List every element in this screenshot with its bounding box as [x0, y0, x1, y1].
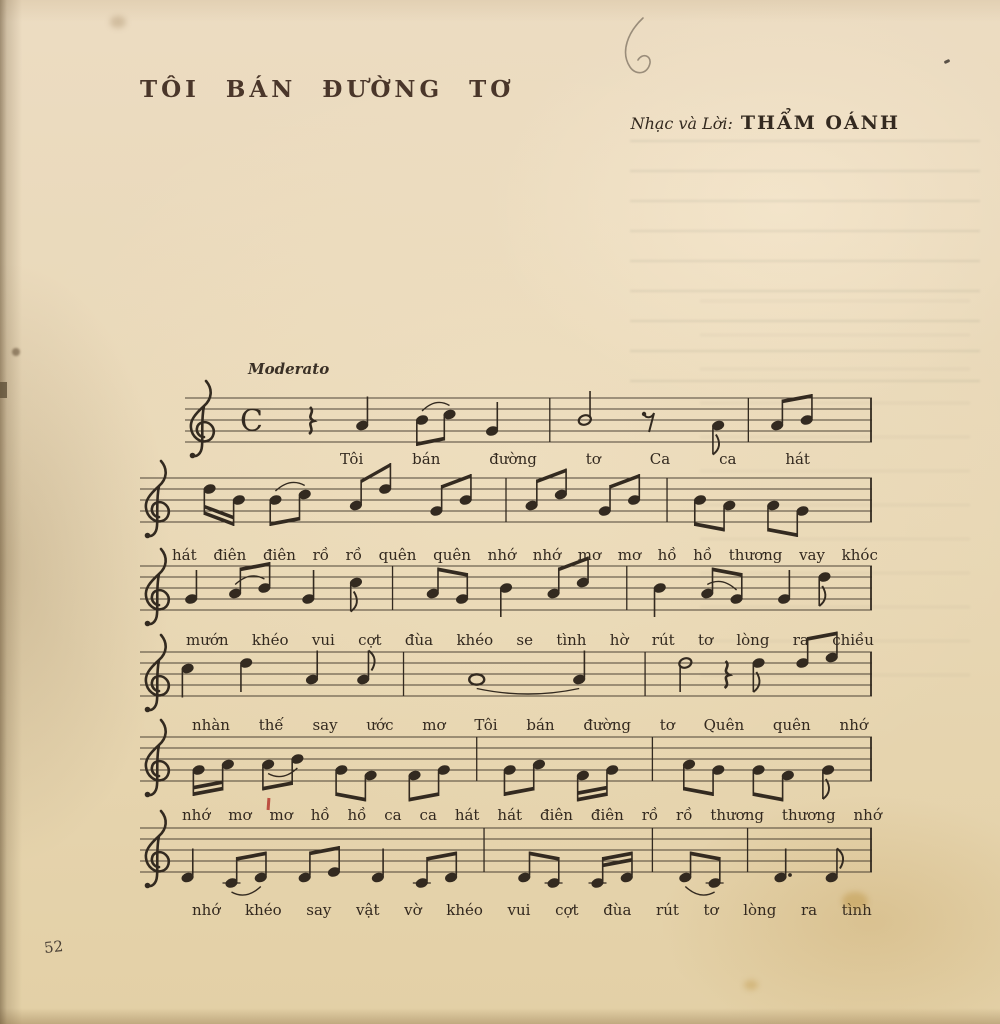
lyric-word: điên [262, 546, 296, 564]
ink-speck [944, 59, 951, 64]
beam [695, 522, 724, 531]
lyrics-line-5 [182, 806, 882, 824]
page-number: 52 [43, 937, 64, 957]
lyric-word: ca [384, 806, 402, 824]
music-note [524, 480, 539, 512]
paper-stain [110, 16, 126, 28]
music-note [180, 849, 195, 884]
lyric-word: tơ [659, 716, 675, 734]
lyric-word: đùa [603, 901, 632, 919]
lyric-word: Ca [649, 450, 671, 468]
lyric-word: vui [311, 631, 335, 649]
lyric-word: mơ [269, 806, 293, 824]
lyric-word: tơ [585, 450, 601, 468]
lyric-word: điên [539, 806, 573, 824]
music-note [223, 857, 241, 889]
music-note [469, 674, 484, 684]
lyric-word: bán [526, 716, 555, 734]
lyric-word: tơ [697, 631, 714, 649]
music-note [436, 764, 451, 796]
lyric-word: quên [378, 546, 417, 564]
beam [438, 568, 467, 577]
lyric-word: vui [507, 901, 531, 919]
lyric-word: ra [800, 901, 818, 919]
music-note [334, 764, 349, 796]
page-edge-mark [0, 382, 7, 398]
music-note [545, 857, 563, 889]
music-note [305, 651, 320, 686]
lyric-word: khéo [251, 631, 289, 649]
lyric-word: lòng [736, 631, 770, 649]
lyric-word: khéo [456, 631, 494, 649]
composer-name: THẨM OÁNH [740, 112, 900, 134]
lyric-word: say [312, 716, 338, 734]
lyric-word: nhớ [532, 546, 562, 564]
music-note [711, 764, 726, 796]
slur [707, 581, 736, 590]
lyric-word: se [516, 631, 533, 649]
music-note [682, 758, 697, 790]
beam [504, 787, 533, 796]
slur [477, 689, 579, 695]
music-note [413, 857, 431, 889]
tempo-marking: Moderato [248, 360, 330, 378]
eighth-rest [642, 412, 654, 432]
lyric-word: nhớ [839, 716, 868, 734]
lyric-word: đùa [404, 631, 434, 649]
beam [270, 517, 299, 526]
music-note [700, 568, 715, 600]
lyric-word: hồ [347, 806, 367, 824]
lyrics-line-2 [172, 546, 878, 564]
music-note [693, 494, 708, 526]
lyric-word: thương [710, 806, 764, 824]
lyric-word: say [306, 901, 332, 919]
music-note [773, 849, 792, 884]
reverse-page-show-through [630, 140, 980, 385]
lyric-word: quên [772, 716, 811, 734]
lyric-word: vờ [404, 901, 422, 919]
lyric-word: chiều [832, 631, 874, 649]
lyric-word: lòng [743, 901, 777, 919]
lyric-word: nhàn [192, 716, 230, 734]
beam [691, 852, 720, 861]
lyric-word: điên [590, 806, 624, 824]
paper-stain [12, 348, 20, 356]
music-note [751, 764, 766, 796]
music-note [371, 849, 386, 884]
lyric-word: hồ [657, 546, 677, 564]
music-note [766, 499, 781, 531]
lyric-word: quên [433, 546, 471, 564]
lyrics-line-6 [192, 901, 872, 919]
music-note [180, 662, 195, 697]
lyric-word: nhớ [487, 546, 517, 564]
lyric-word: mơ [577, 546, 602, 564]
lyric-word: hát [785, 450, 810, 468]
lyric-word: rồ [345, 546, 362, 564]
lyrics-line-4 [192, 716, 868, 734]
music-note [517, 852, 532, 884]
music-note [232, 494, 247, 526]
music-note [363, 769, 378, 801]
music-note [598, 485, 613, 517]
beam [782, 394, 812, 403]
lyric-word: mơ [617, 546, 641, 564]
music-note [824, 849, 843, 884]
music-note [297, 852, 312, 884]
music-note [795, 505, 810, 537]
paper-stain [744, 980, 758, 990]
music-note [678, 852, 693, 884]
music-note [572, 651, 587, 686]
music-note [455, 573, 470, 605]
music-note [349, 576, 364, 611]
slur [268, 768, 297, 777]
beam [537, 469, 566, 484]
lyric-word: vật [356, 901, 380, 919]
beam [713, 568, 742, 577]
lyric-word: mơ [422, 716, 446, 734]
beam [610, 474, 639, 489]
lyric-word: rút [656, 901, 679, 919]
lyric-word: đường [489, 450, 537, 468]
credit-prefix: Nhạc và Lời: [630, 114, 733, 133]
slur [275, 482, 304, 491]
music-note [221, 758, 236, 790]
beam [310, 846, 339, 855]
beam [237, 852, 266, 861]
music-note [770, 400, 785, 432]
lyric-word: hồ [310, 806, 330, 824]
lyric-word: thương [728, 546, 783, 564]
lyric-word: hát [454, 806, 480, 824]
music-note [546, 568, 561, 600]
slur [685, 887, 714, 896]
lyric-word: hát [172, 546, 197, 564]
music-note [706, 857, 724, 889]
beam [442, 474, 471, 489]
lyric-word: tình [841, 901, 872, 919]
lyric-word: nhớ [192, 901, 221, 919]
lyric-word: ca [719, 450, 737, 468]
music-note [722, 499, 737, 531]
lyric-word: Tôi [474, 716, 498, 734]
beam [417, 437, 444, 446]
composer-credit [620, 112, 900, 134]
music-note [442, 408, 457, 440]
paper-stain [842, 892, 868, 910]
beam [530, 852, 559, 861]
lyric-word: vay [799, 546, 825, 564]
lyric-word: rồ [676, 806, 693, 824]
beam [427, 852, 456, 861]
music-note [297, 488, 312, 520]
lyric-word: khéo [446, 901, 483, 919]
lyric-word: ra [792, 631, 809, 649]
lyric-word: khéo [244, 901, 282, 919]
lyric-word: tơ [703, 901, 719, 919]
slur [232, 887, 261, 896]
lyric-word: ca [419, 806, 437, 824]
lyric-word: Quên [703, 716, 745, 734]
music-note [356, 651, 375, 686]
lyric-word: rồ [312, 546, 329, 564]
lyric-word: ước [366, 716, 394, 734]
music-note [532, 758, 547, 790]
song-title: TÔI BÁN ĐƯỜNG TƠ [140, 76, 515, 103]
music-note [355, 397, 370, 432]
lyric-word: thế [258, 716, 284, 734]
lyrics-line-1 [340, 450, 810, 468]
lyric-word: mơ [228, 806, 252, 824]
lyric-word: nhớ [182, 806, 211, 824]
lyric-word: Tôi [340, 450, 364, 468]
music-note [605, 764, 620, 796]
music-note [349, 480, 364, 512]
pencil-mark [598, 14, 670, 84]
music-note [429, 485, 444, 517]
time-signature: C [239, 404, 263, 439]
lyric-word: cợt [555, 901, 579, 919]
lyric-word: khóc [841, 546, 878, 564]
beam [684, 787, 713, 796]
lyric-word: mướn [186, 631, 229, 649]
lyric-word: nhớ [853, 806, 882, 824]
lyric-word: cợt [358, 631, 382, 649]
lyric-word: hồ [693, 546, 713, 564]
lyric-word: hờ [609, 631, 629, 649]
lyrics-line-3 [186, 631, 874, 649]
lyric-word: hát [497, 806, 523, 824]
music-note [425, 568, 440, 600]
music-note [781, 769, 796, 801]
lyric-word: đường [583, 716, 631, 734]
lyric-word: bán [412, 450, 441, 468]
lyric-word: tình [556, 631, 587, 649]
beam [263, 781, 292, 790]
lyric-word: thương [781, 806, 836, 824]
music-note [589, 857, 607, 889]
slur [422, 402, 449, 411]
lyric-word: điên [213, 546, 247, 564]
lyric-word: rút [651, 631, 675, 649]
lyric-word: rồ [641, 806, 659, 824]
